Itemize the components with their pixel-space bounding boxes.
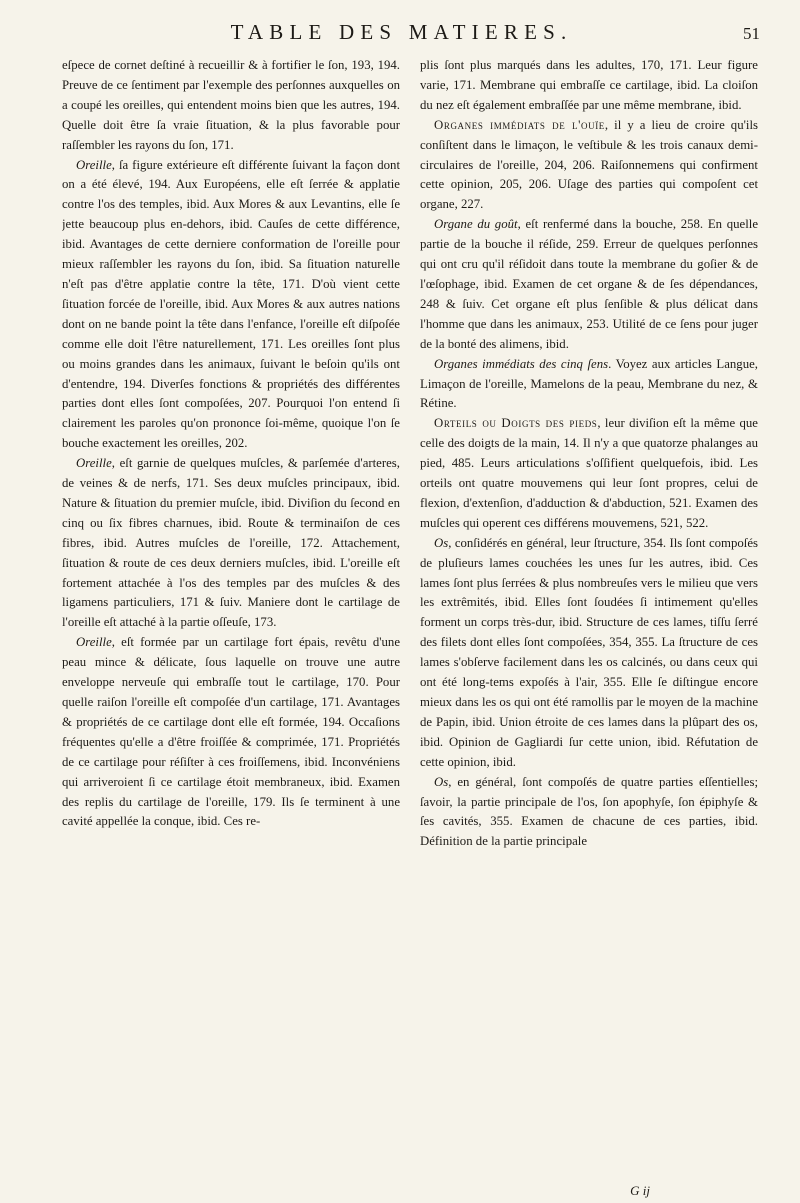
right-column bbox=[420, 56, 758, 1185]
entry-text: , eſt formée par un cartilage fort épais, revêtu d'une peau mince & délicate, ſous laquelle on trouve une autre enveloppe nerveuſe qui embraſſe tout le cartilage, 170. Pour quelle raiſon l'oreille eſt compoſée d'un cartilage, 171. Avantages & propriétés de ce cartilage dont elle eſt formée, 194. Occaſions fréquentes qu'elle a d'être froiſſée & comprimée, 171. Propriétés de ce cartilage pour réſiſter à ces froiſſemens, ibid. Inconvéniens qui arriveroient ſi ce cartilage étoit membraneux, ibid. Examen des replis du cartilage de l'oreille, 179. Ils ſe terminent à une cavité appellée la conque, ibid. Ces re- bbox=[62, 635, 400, 829]
index-entry bbox=[420, 414, 758, 533]
entry-headword: Oreille bbox=[76, 456, 112, 471]
page-header bbox=[60, 20, 760, 50]
entry-text: , eſt renfermé dans la bouche, 258. En quelle partie de la bouche il réſide, 259. Erreur de quelques perſonnes qui ont cru qu'il réſidoit dans toute la membrane du goſier & de l'œſophage, ibid. Examen de cet organe & de ſes dépendances, 248 & ſuiv. Cet organe eſt plus ſenſible & plus délicat dans l'homme que dans les animaux, 253. Utilité de ce ſens pour juger de la bonté des alimens, ibid. bbox=[420, 217, 758, 351]
entry-headword: Organes immédiats des cinq ſens bbox=[434, 356, 609, 371]
entry-text: , eſt garnie de quelques muſcles, & parſemée d'arteres, de veines & de nerfs, 171. Ses deux muſcles principaux, ibid. Nature & ſituation du premier muſcle, ibid. Diviſion du ſecond en cinq ou ſix fibres charnues, ibid. Route & terminaiſon de ces fibres, ibid. Autres muſcles de l'oreille, 172. Attachement, ſituation & route de ces deux derniers muſcles, ibid. L'oreille eſt fortement attachée à l'os des temples par des muſcles & des ligamens particuliers, 171 & ſuiv. Maniere dont le cartilage de l'oreille eſt attaché à la partie oſſeuſe, 173. bbox=[62, 456, 400, 630]
entry-text: . Voyez aux articles Langue, Limaçon de l'oreille, Mamelons de la peau, Membrane du nez, & Rétine. bbox=[420, 356, 758, 411]
left-column bbox=[62, 56, 400, 1185]
entry-headword: Orteils ou Doigts des pieds bbox=[434, 416, 598, 431]
entry-text: , leur diviſion eſt la même que celle des doigts de la main, 14. Il n'y a que quatorze phalanges au pied, 485. Leurs articulations s'oſſifient quelquefois, ibid. Les orteils ont quatre mouvemens qui leur ſont propres, celui de flexion, d'extenſion, d'adduction & d'abduction, 521. Examen des muſcles qui operent ces différens mouvemens, 521, 522. bbox=[420, 416, 758, 530]
index-columns bbox=[62, 56, 758, 1185]
entry-text: , ſa figure extérieure eſt différente ſuivant la façon dont on a été élevé, 194. Aux Européens, elle eſt ſerrée & applatie contre l'os des temples, ibid. Aux Mores & aux Levantins, elle ſe jette beaucoup plus en-dehors, ibid. Cauſes de cette différence, ibid. Avantages de cette derniere conformation de l'oreille pour mieux raſſembler les rayons du ſon, ibid. Sa ſituation naturelle n'eſt pas d'être applatie contre la tête, 171. D'où vient cette ſituation forcée de l'oreille, ibid. Aux Mores & aux autres nations dont on ne bande point la tête dans l'enfance, l'oreille eſt diſpoſée comme elle doit l'être naturellement, 171. Les oreilles ſont plus ou moins grandes dans les animaux, ſuivant le beſoin qu'ils ont d'entendre, 194. Diverſes fonctions & propriétés des différentes parties dont elles ſont compoſées, 207. Pourquoi l'on entend ſi clairement les paroles qu'on prononce ſoi-même, quoique l'on ſe bouche exactement les oreilles, 202. bbox=[62, 157, 400, 451]
index-entry bbox=[62, 633, 400, 832]
entry-headword: Oreille bbox=[76, 157, 112, 172]
page-number: 51 bbox=[743, 24, 760, 43]
index-entry bbox=[420, 355, 758, 415]
index-entry bbox=[420, 116, 758, 216]
index-entry bbox=[62, 156, 400, 455]
index-entry: eſpece de cornet deſtiné à recueillir & à fortifier le ſon, 193, 194. Preuve de ce ſentiment par l'exemple des perſonnes auxquelles on a coupé les oreilles, qui entendent moins bien que les autres, 194. Quelle doit être ſa vraie ſituation, & la plus favorable pour raſſembler les rayons du ſon, 171. bbox=[62, 58, 400, 152]
index-entry: plis ſont plus marqués dans les adultes, 170, 171. Leur figure varie, 171. Membrane qui embraſſe ce cartilage, ibid. La cloiſon du nez eſt également embraſſée par une même membrane, ibid. bbox=[420, 58, 758, 112]
entry-text: , conſidérés en général, leur ſtructure, 354. Ils ſont compoſés de pluſieurs lames couchées les unes ſur les autres, ibid. Ces lames ſont plus ſerrées & plus nombreuſes vers le milieu que vers les extrêmités, ibid. Elles ſont ſoudées ſi intimement qu'elles forment un corps très-dur, ibid. Structure de ces lames, tiſſu ſerré des filets dont elles ſont compoſées, 354, 355. La ſtructure de ces lames s'obſerve facilement dans les os calcinés, ou dans ceux qui ont été long-tems expoſés à l'air, 355. Elle ſe diſtingue encore mieux dans les os qui ont été ramollis par le moyen de la machine de Papin, ibid. Union étroite de ces lames dans la plûpart des os, ibid. Opinion de Gagliardi ſur cette union, ibid. Réfutation de cette opinion, ibid. bbox=[420, 535, 758, 769]
entry-text: , en général, ſont compoſés de quatre parties eſſentielles; ſavoir, la partie principale de l'os, ſon apophyſe, ſon épiphyſe & ſes cavités, 355. Examen de chacune de ces parties, ibid. Définition de la partie principale bbox=[420, 774, 758, 849]
entry-headword: Os bbox=[434, 774, 449, 789]
signature-mark: G ij bbox=[630, 1183, 650, 1198]
index-entry bbox=[420, 773, 758, 853]
entry-headword: Oreille bbox=[76, 635, 112, 650]
entry-headword: Organe du goût bbox=[434, 217, 518, 232]
index-entry bbox=[420, 534, 758, 773]
entry-headword: Organes immédiats de l'ouïe bbox=[434, 117, 605, 132]
entry-text: , il y a lieu de croire qu'ils conſiſtent dans le limaçon, le veſtibule & les trois canaux demi-circulaires de l'oreille, 204, 206. Raiſonnemens qui confirment cette opinion, 205, 206. Uſage des parties qui compoſent cet organe, 227. bbox=[420, 117, 758, 212]
index-entry bbox=[62, 454, 400, 633]
running-title: TABLE DES MATIERES. bbox=[230, 20, 573, 44]
entry-headword: Os bbox=[434, 535, 449, 550]
index-entry bbox=[420, 215, 758, 354]
